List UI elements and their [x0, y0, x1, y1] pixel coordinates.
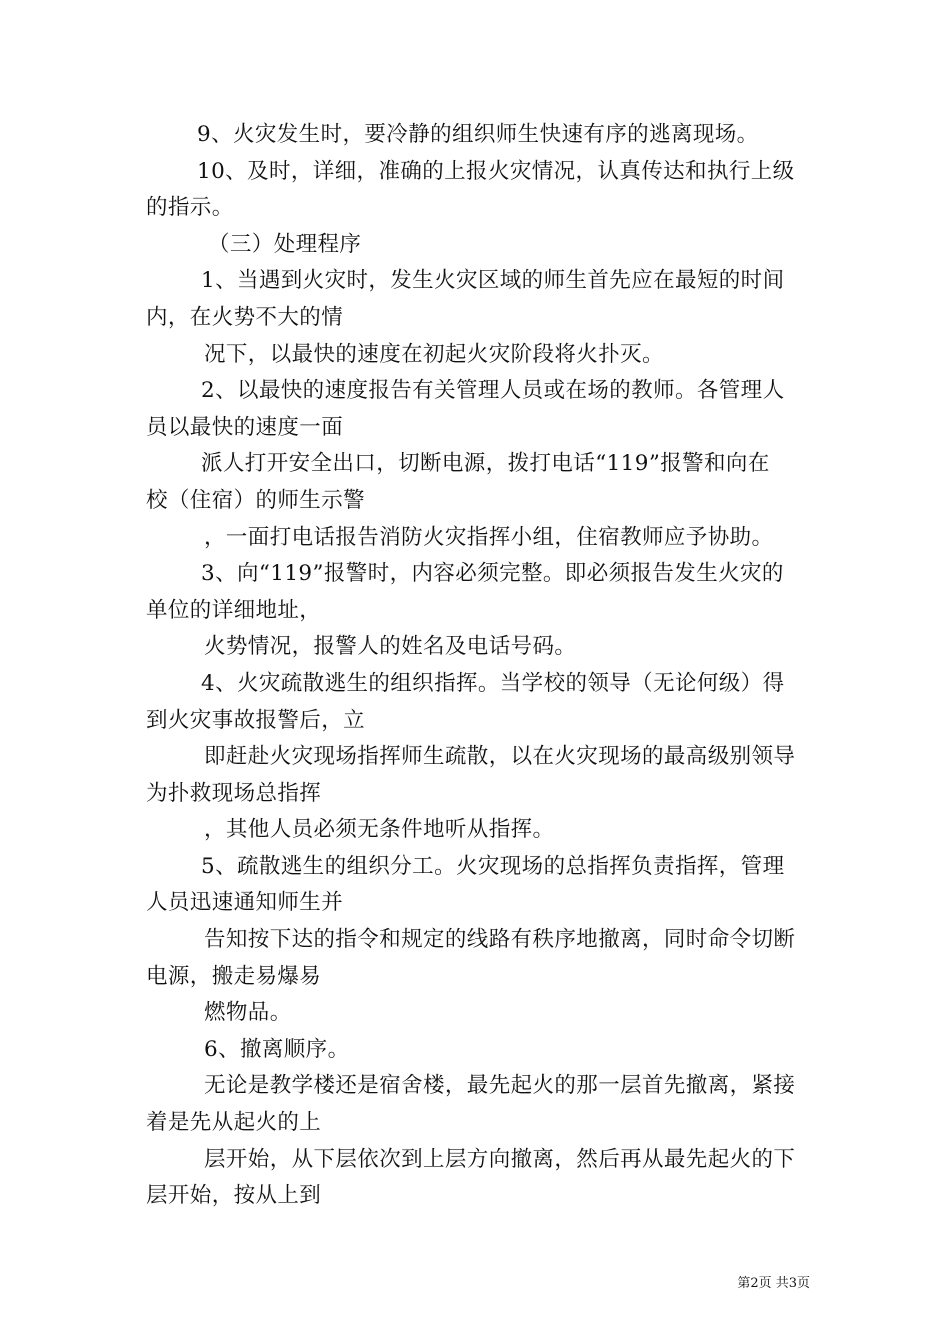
text-line: 3、向“119”报警时，内容必须完整。即必须报告发生火灾的: [201, 561, 784, 587]
text-line: 内，在火势不大的情: [146, 304, 344, 330]
text-line: 4、火灾疏散逃生的组织指挥。当学校的领导（无论何级）得: [201, 670, 785, 696]
page-number: 第2页 共3页: [737, 1276, 810, 1291]
text-line: 校（住宿）的师生示警: [146, 487, 366, 513]
text-line: 派人打开安全出口，切断电源，拨打电话“119”报警和向在: [201, 451, 770, 477]
text-line: 即赶赴火灾现场指挥师生疏散，以在火灾现场的最高级别领导: [204, 744, 796, 770]
text-line: 电源，搬走易爆易: [146, 963, 322, 989]
text-line: 6、撤离顺序。: [204, 1036, 350, 1062]
section-heading: （三）处理程序: [208, 231, 362, 257]
text-line: 况下，以最快的速度在初起火灾阶段将火扑灭。: [204, 341, 664, 367]
text-line: 1、当遇到火灾时，发生火灾区域的师生首先应在最短的时间: [201, 268, 785, 294]
text-line: ，一面打电话报告消防火灾指挥小组，住宿教师应予协助。: [204, 524, 774, 550]
text-line: 到火灾事故报警后，立: [146, 707, 366, 733]
text-line: 层开始，按从上到: [146, 1183, 322, 1209]
text-line: 无论是教学楼还是宿舍楼，最先起火的那一层首先撤离，紧接: [204, 1073, 796, 1099]
text-line: 单位的详细地址，: [146, 597, 322, 623]
text-line: 9、火灾发生时，要冷静的组织师生快速有序的逃离现场。: [197, 122, 759, 147]
text-line: 员以最快的速度一面: [146, 414, 344, 440]
text-line: 人员迅速通知师生并: [146, 890, 344, 916]
text-line: 10、及时，详细，准确的上报火灾情况，认真传达和执行上级: [197, 158, 795, 184]
text-line: 为扑救现场总指挥: [146, 780, 322, 806]
text-line: 告知按下达的指令和规定的线路有秩序地撤离，同时命令切断: [204, 927, 796, 953]
text-line: 5、疏散逃生的组织分工。火灾现场的总指挥负责指挥，管理: [201, 853, 785, 879]
text-line: 2、以最快的速度报告有关管理人员或在场的教师。各管理人: [201, 378, 785, 404]
document-body: [146, 117, 810, 1215]
text-line: 着是先从起火的上: [146, 1110, 322, 1136]
text-line: ，其他人员必须无条件地听从指挥。: [204, 817, 555, 843]
text-line: 火势情况，报警人的姓名及电话号码。: [204, 634, 577, 660]
text-line: 层开始，从下层依次到上层方向撤离，然后再从最先起火的下: [204, 1146, 796, 1172]
text-line: 的指示。: [146, 195, 234, 221]
text-line: 燃物品。: [204, 1000, 292, 1026]
